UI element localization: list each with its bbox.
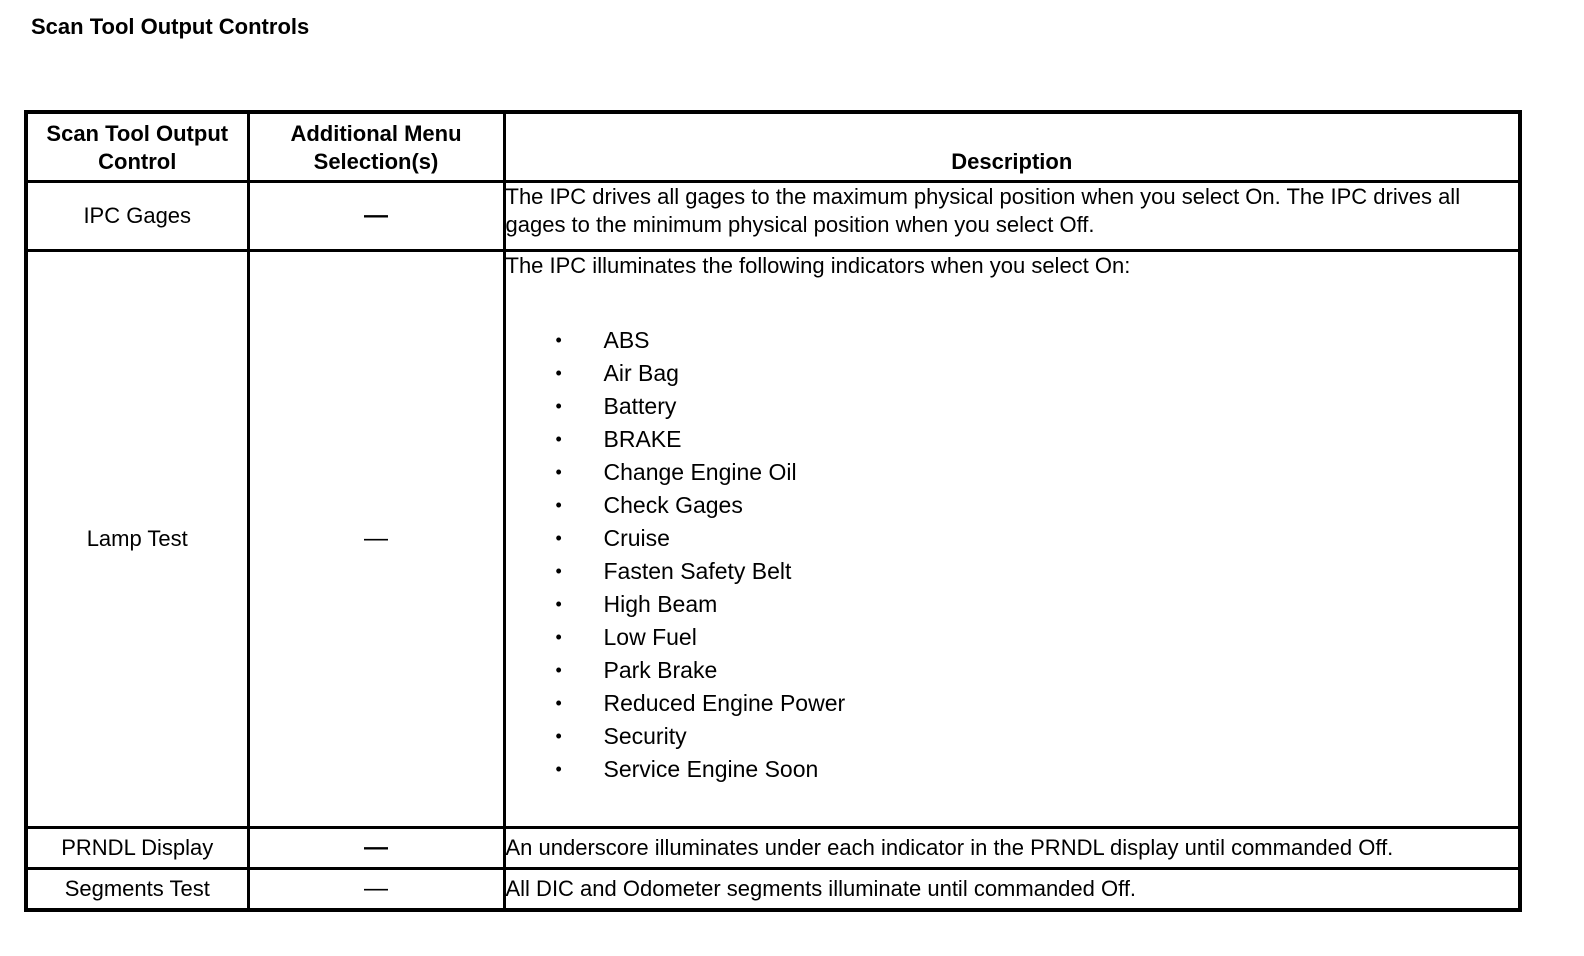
indicator-label: BRAKE: [603, 426, 682, 452]
description-cell: The IPC drives all gages to the maximum physical position when you select On. The IPC drives all gages to the minimum physical position when you select Off.: [504, 182, 1520, 251]
bullet-icon: •: [555, 462, 562, 482]
bullet-icon: •: [555, 363, 562, 383]
list-item: [506, 588, 1519, 621]
indicator-label: ABS: [603, 327, 650, 353]
table-header-row: [26, 112, 1520, 182]
bullet-icon: •: [555, 660, 562, 680]
bullet-icon: •: [555, 726, 562, 746]
indicator-list: [506, 324, 1519, 826]
list-item: [506, 621, 1519, 654]
list-item: [506, 324, 1519, 357]
bullet-icon: •: [555, 759, 562, 779]
indicator-label: Park Brake: [603, 657, 718, 683]
control-name: Segments Test: [26, 869, 248, 910]
list-item: [506, 456, 1519, 489]
menu-dash: —: [364, 525, 388, 552]
indicator-label: Check Gages: [603, 492, 743, 518]
indicator-label: High Beam: [603, 591, 718, 617]
indicator-label: Service Engine Soon: [603, 756, 819, 782]
list-item: [506, 390, 1519, 423]
table-row: [26, 869, 1520, 910]
menu-selection: [248, 869, 504, 910]
list-item: [506, 357, 1519, 390]
indicator-label: Air Bag: [603, 360, 679, 386]
table-row: [26, 182, 1520, 251]
indicator-label: Fasten Safety Belt: [603, 558, 792, 584]
bullet-icon: •: [555, 495, 562, 515]
description-cell: All DIC and Odometer segments illuminate until commanded Off.: [504, 869, 1520, 910]
indicator-label: Change Engine Oil: [603, 459, 797, 485]
menu-selection: [248, 182, 504, 251]
bullet-icon: •: [555, 330, 562, 350]
bullet-icon: •: [555, 396, 562, 416]
indicator-label: Security: [603, 723, 687, 749]
list-item: [506, 489, 1519, 522]
output-controls-table: [24, 110, 1522, 912]
control-name: Lamp Test: [26, 251, 248, 828]
control-name: PRNDL Display: [26, 828, 248, 869]
list-item: [506, 423, 1519, 456]
table-row: [26, 251, 1520, 828]
menu-selection: [248, 251, 504, 828]
indicator-label: Reduced Engine Power: [603, 690, 846, 716]
bullet-icon: •: [555, 429, 562, 449]
header-menu-selections: Additional Menu Selection(s): [248, 112, 504, 182]
indicator-label: Battery: [603, 393, 677, 419]
control-name: IPC Gages: [26, 182, 248, 251]
list-item: [506, 720, 1519, 753]
indicator-label: Cruise: [603, 525, 670, 551]
list-item: [506, 753, 1519, 786]
header-description: Description: [504, 112, 1520, 182]
list-item: [506, 654, 1519, 687]
list-item: [506, 522, 1519, 555]
menu-dash: —: [364, 834, 388, 861]
menu-dash: —: [364, 202, 388, 229]
bullet-icon: •: [555, 528, 562, 548]
bullet-icon: •: [555, 627, 562, 647]
menu-selection: [248, 828, 504, 869]
description-text: The IPC illuminates the following indicators when you select On:: [505, 253, 1131, 278]
bullet-icon: •: [555, 594, 562, 614]
header-control: Scan Tool Output Control: [26, 112, 248, 182]
indicator-label: Low Fuel: [603, 624, 697, 650]
bullet-icon: •: [555, 561, 562, 581]
list-item: [506, 555, 1519, 588]
description-cell: [504, 251, 1520, 828]
description-cell: An underscore illuminates under each indicator in the PRNDL display until commanded Off.: [504, 828, 1520, 869]
list-item: [506, 687, 1519, 720]
menu-dash: —: [364, 874, 388, 902]
table-row: [26, 828, 1520, 869]
bullet-icon: •: [555, 693, 562, 713]
page-title: Scan Tool Output Controls: [31, 14, 310, 39]
